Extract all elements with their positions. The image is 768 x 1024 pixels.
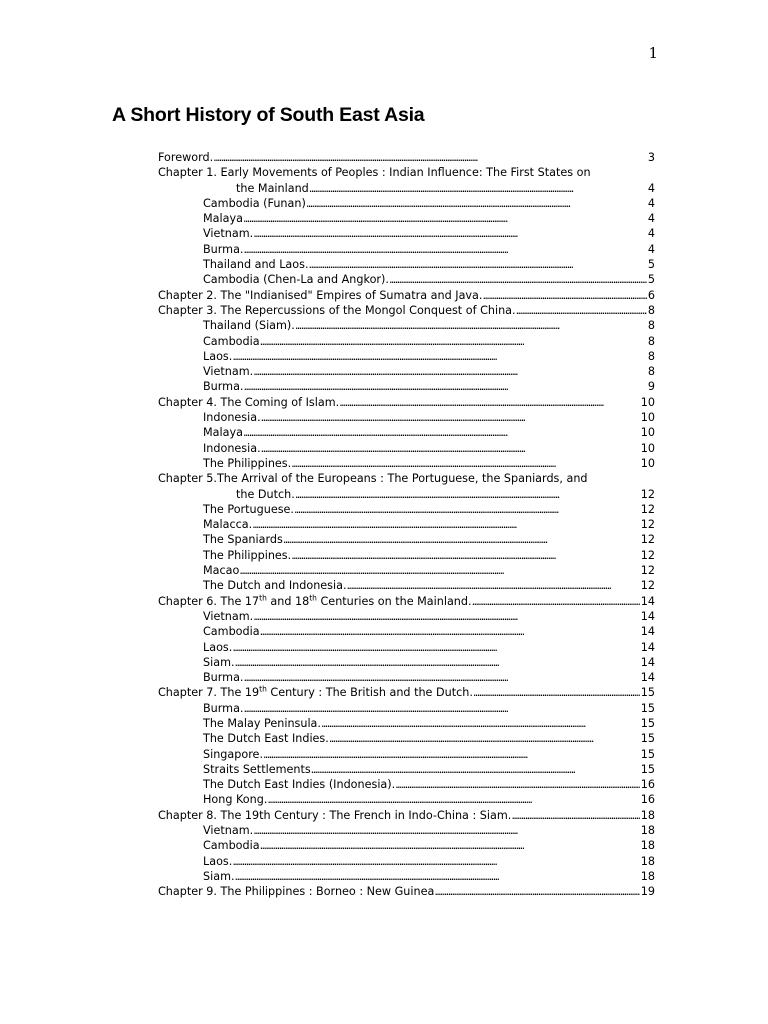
toc-section-entry[interactable]: [158, 731, 655, 746]
toc-section-entry[interactable]: [158, 425, 655, 440]
toc-entry-text: Siam.: [203, 655, 235, 669]
toc-entry-title: [203, 196, 306, 211]
toc-entry-text: Chapter 3. The Repercussions of the Mongol Conquest of China.: [158, 303, 516, 317]
toc-entry-text-continued: the Mainland: [236, 181, 309, 195]
toc-entry-title: [203, 364, 253, 379]
toc-dot-leader: [339, 395, 640, 410]
toc-superscript: th: [259, 684, 267, 694]
toc-dot-leader: [253, 609, 640, 624]
toc-entry-text-continued: the Dutch.: [236, 487, 295, 501]
toc-entry-title: [203, 731, 329, 746]
toc-dot-leader: [309, 181, 647, 196]
toc-dot-leader: [482, 288, 646, 303]
toc-entry-text: and 18: [266, 594, 310, 608]
toc-page-number: 8: [647, 365, 655, 379]
toc-dot-leader: [263, 747, 640, 762]
toc-entry-text: The Portuguese.: [203, 502, 294, 516]
toc-page-number: 12: [640, 548, 655, 562]
toc-entry-text: Burma.: [203, 701, 244, 715]
toc-entry-title: [158, 395, 339, 410]
toc-section-entry[interactable]: [158, 272, 655, 287]
toc-chapter-entry[interactable]: [158, 594, 655, 609]
toc-dot-leader: [253, 226, 647, 241]
toc-entry-text: Laos.: [203, 854, 233, 868]
toc-entry-text: Foreword.: [158, 151, 214, 164]
toc-entry-title: [203, 609, 253, 624]
toc-page-number: 5: [647, 258, 655, 272]
toc-entry-title: [203, 211, 243, 226]
document-title: A Short History of South East Asia: [112, 104, 425, 126]
toc-section-entry[interactable]: [158, 196, 655, 211]
toc-section-entry[interactable]: [158, 318, 655, 333]
toc-section-entry[interactable]: [158, 364, 655, 379]
toc-page-number: 19: [640, 885, 655, 899]
toc-dot-leader: [329, 731, 640, 746]
toc-entry-text: The Dutch and Indonesia.: [203, 579, 347, 593]
toc-entry-title: [203, 272, 389, 287]
page-number: 1: [648, 44, 658, 62]
toc-dot-leader: [261, 441, 640, 456]
toc-dot-leader: [252, 517, 640, 532]
toc-dot-leader: [309, 257, 647, 272]
toc-entry-title: [203, 670, 243, 685]
toc-entry-text: Burma.: [203, 380, 244, 394]
toc-section-entry[interactable]: [158, 655, 655, 670]
toc-page-number: 3: [647, 151, 655, 164]
toc-page-number: 12: [640, 518, 655, 532]
toc-entry-text: Burma.: [203, 671, 244, 685]
toc-entry-text: Vietnam.: [203, 365, 254, 379]
toc-page-number: 10: [640, 395, 655, 409]
toc-dot-leader: [347, 578, 640, 593]
toc-dot-leader: [306, 196, 647, 211]
toc-section-entry[interactable]: [158, 517, 655, 532]
toc-page-number: 15: [640, 701, 655, 715]
toc-dot-leader: [260, 334, 647, 349]
toc-entry-title: [203, 655, 235, 670]
toc-section-entry[interactable]: [158, 823, 655, 838]
toc-dot-leader: [243, 670, 639, 685]
toc-entry-title: [203, 624, 260, 639]
toc-page-number: 15: [640, 686, 655, 700]
toc-section-entry[interactable]: [158, 762, 655, 777]
toc-section-entry[interactable]: [158, 242, 655, 257]
toc-entry-text: Thailand and Laos.: [203, 258, 309, 272]
toc-dot-leader: [243, 242, 646, 257]
toc-entry-text: Chapter 7. The 19: [158, 686, 260, 700]
toc-section-entry[interactable]: [158, 869, 655, 884]
toc-section-entry[interactable]: [158, 410, 655, 425]
toc-entry-text: Indonesia.: [203, 441, 261, 455]
toc-dot-leader: [311, 762, 640, 777]
toc-chapter-entry[interactable]: [158, 150, 655, 165]
toc-entry-title: [203, 379, 243, 394]
toc-chapter-entry[interactable]: [158, 471, 655, 502]
toc-page-number: 9: [647, 380, 655, 394]
toc-entry-text: Burma.: [203, 242, 244, 256]
toc-entry-title: [203, 854, 232, 869]
toc-dot-leader: [253, 823, 640, 838]
toc-section-entry[interactable]: [158, 379, 655, 394]
toc-entry-text: The Philippines.: [203, 456, 292, 470]
toc-section-entry[interactable]: [158, 334, 655, 349]
toc-chapter-entry[interactable]: [158, 165, 655, 196]
toc-entry-text: Cambodia: [203, 839, 260, 853]
toc-entry-text: Laos.: [203, 349, 233, 363]
toc-entry-text: Chapter 8. The 19th Century : The French in Indo-China : Siam.: [158, 808, 512, 822]
toc-entry-text: The Dutch East Indies.: [203, 732, 329, 746]
toc-entry-title: [203, 747, 263, 762]
toc-entry-title: [203, 762, 311, 777]
toc-page-number: 15: [640, 747, 655, 761]
toc-entry-title: [203, 349, 232, 364]
toc-entry-title: [203, 640, 232, 655]
toc-section-entry[interactable]: [158, 624, 655, 639]
toc-entry-text: Cambodia (Chen-La and Angkor).: [203, 273, 389, 287]
toc-entry-text: Chapter 2. The "Indianised" Empires of Sumatra and Java.: [158, 288, 483, 302]
toc-entry-text: Vietnam.: [203, 227, 254, 241]
toc-entry-title: [203, 869, 235, 884]
toc-dot-leader: [516, 303, 647, 318]
toc-entry-text: Chapter 4. The Coming of Islam.: [158, 395, 340, 409]
toc-chapter-entry[interactable]: [158, 303, 655, 318]
toc-section-entry[interactable]: [158, 854, 655, 869]
toc-entry-text: The Spaniards: [203, 533, 283, 547]
toc-dot-leader: [243, 701, 639, 716]
toc-section-entry[interactable]: [158, 716, 655, 731]
toc-page-number: 16: [640, 778, 655, 792]
toc-dot-leader: [473, 685, 640, 700]
toc-page-number: 4: [647, 196, 655, 210]
toc-dot-leader: [235, 869, 640, 884]
toc-entry-title: [158, 166, 591, 179]
toc-section-entry[interactable]: [158, 548, 655, 563]
toc-entry-text: Laos.: [203, 640, 233, 654]
toc-entry-title: [158, 808, 511, 823]
toc-page-number: 6: [647, 288, 655, 302]
toc-section-entry[interactable]: [158, 441, 655, 456]
toc-page-number: 15: [640, 716, 655, 730]
toc-entry-text: Malaya: [203, 212, 243, 226]
toc-entry-text: The Philippines.: [203, 548, 292, 562]
toc-entry-title: [203, 441, 261, 456]
toc-entry-title: [203, 318, 295, 333]
toc-dot-leader: [260, 624, 640, 639]
toc-dot-leader: [253, 364, 647, 379]
toc-page-number: 5: [647, 273, 655, 287]
toc-entry-title: [203, 792, 267, 807]
toc-entry-text: Chapter 1. Early Movements of Peoples : Indian Influence: The First States on: [158, 166, 591, 180]
toc-entry-title: [158, 303, 516, 318]
toc-page-number: 15: [640, 762, 655, 776]
table-of-contents: [158, 150, 655, 900]
toc-entry-title: [158, 594, 472, 609]
toc-dot-leader: [283, 532, 640, 547]
toc-page-number: 18: [640, 839, 655, 853]
toc-page-number: 8: [647, 334, 655, 348]
toc-entry-text: Hong Kong.: [203, 793, 268, 807]
toc-entry-text: Thailand (Siam).: [203, 319, 295, 333]
toc-entry-text: Chapter 6. The 17: [158, 594, 260, 608]
toc-page-number: 8: [647, 319, 655, 333]
toc-entry-text: Chapter 5.The Arrival of the Europeans : The Portuguese, the Spaniards, and: [158, 472, 588, 486]
toc-page-number: 18: [640, 824, 655, 838]
toc-page-number: 8: [647, 349, 655, 363]
toc-entry-title: [203, 823, 253, 838]
toc-entry-text: Chapter 9. The Philippines : Borneo : New Guinea: [158, 885, 435, 899]
toc-page-number: 15: [640, 732, 655, 746]
toc-chapter-entry[interactable]: [158, 685, 655, 700]
toc-page-number: 4: [647, 242, 655, 256]
toc-entry-title: [203, 425, 243, 440]
toc-page-number: 18: [640, 808, 655, 822]
toc-dot-leader: [434, 884, 639, 899]
toc-dot-leader: [213, 150, 647, 165]
toc-entry-text: Cambodia: [203, 334, 260, 348]
toc-section-entry[interactable]: [158, 456, 655, 471]
toc-entry-title: [158, 288, 482, 303]
toc-dot-leader: [291, 548, 640, 563]
toc-section-entry[interactable]: [158, 257, 655, 272]
toc-dot-leader: [235, 655, 640, 670]
toc-entry-text: Cambodia (Funan): [203, 196, 306, 210]
toc-page-number: 4: [647, 227, 655, 241]
toc-section-entry[interactable]: [158, 226, 655, 241]
toc-page-number: 18: [640, 869, 655, 883]
toc-dot-leader: [389, 272, 647, 287]
toc-page-number: 16: [640, 793, 655, 807]
toc-entry-text: Vietnam.: [203, 609, 254, 623]
toc-dot-leader: [243, 379, 646, 394]
toc-entry-title: [203, 226, 253, 241]
toc-dot-leader: [295, 318, 647, 333]
toc-dot-leader: [232, 349, 647, 364]
toc-page-number: 10: [640, 456, 655, 470]
toc-superscript: th: [259, 592, 267, 602]
toc-page-number: 14: [640, 625, 655, 639]
toc-section-entry[interactable]: [158, 838, 655, 853]
toc-dot-leader: [294, 502, 640, 517]
toc-entry-title: [203, 517, 252, 532]
toc-section-entry[interactable]: [158, 670, 655, 685]
toc-entry-text: Centuries on the Mainland.: [316, 594, 472, 608]
toc-entry-text: Straits Settlements: [203, 762, 311, 776]
toc-entry-title: [158, 884, 434, 899]
toc-entry-text: Macao: [203, 564, 240, 578]
toc-dot-leader: [261, 410, 640, 425]
toc-dot-leader: [232, 640, 639, 655]
toc-page-number: 12: [640, 564, 655, 578]
toc-entry-title: [203, 242, 243, 257]
toc-entry-text: The Dutch East Indies (Indonesia).: [203, 778, 396, 792]
toc-entry-title: [203, 502, 294, 517]
toc-page-number: 14: [640, 609, 655, 623]
toc-section-entry[interactable]: [158, 502, 655, 517]
toc-section-entry[interactable]: [158, 578, 655, 593]
toc-section-entry[interactable]: [158, 640, 655, 655]
toc-page-number: 10: [640, 411, 655, 425]
toc-entry-text: Malacca.: [203, 518, 253, 532]
toc-entry-title: [203, 563, 239, 578]
toc-entry-title: [158, 150, 213, 165]
toc-dot-leader: [267, 792, 639, 807]
toc-entry-title: [158, 472, 588, 485]
toc-page-number: 12: [640, 487, 655, 501]
toc-dot-leader: [243, 211, 647, 226]
toc-section-entry[interactable]: [158, 563, 655, 578]
toc-page-number: 14: [640, 594, 655, 608]
toc-entry-text: Century : The British and the Dutch.: [266, 686, 473, 700]
toc-page-number: 10: [640, 426, 655, 440]
toc-entry-title: [203, 838, 260, 853]
toc-section-entry[interactable]: [158, 792, 655, 807]
toc-chapter-entry[interactable]: [158, 395, 655, 410]
toc-section-entry[interactable]: [158, 777, 655, 792]
toc-entry-title: [203, 456, 291, 471]
toc-page-number: 4: [647, 212, 655, 226]
toc-entry-title: [158, 685, 473, 700]
toc-page-number: 14: [640, 671, 655, 685]
toc-dot-leader: [243, 425, 640, 440]
toc-page-number: 18: [640, 854, 655, 868]
toc-page-number: 12: [640, 502, 655, 516]
toc-entry-text: Malaya: [203, 426, 243, 440]
toc-entry-text: Singapore.: [203, 747, 263, 761]
toc-entry-title: [203, 548, 291, 563]
toc-dot-leader: [260, 838, 640, 853]
toc-section-entry[interactable]: [158, 701, 655, 716]
toc-section-entry[interactable]: [158, 349, 655, 364]
toc-entry-title: [203, 578, 347, 593]
toc-entry-title: [203, 701, 243, 716]
toc-section-entry[interactable]: [158, 211, 655, 226]
toc-page-number: 12: [640, 533, 655, 547]
toc-dot-leader: [232, 854, 639, 869]
toc-dot-leader: [239, 563, 639, 578]
toc-entry-text: The Malay Peninsula.: [203, 716, 321, 730]
toc-entry-text: Indonesia.: [203, 411, 261, 425]
toc-page-number: 4: [647, 181, 655, 195]
toc-dot-leader: [321, 716, 640, 731]
toc-section-entry[interactable]: [158, 532, 655, 547]
toc-chapter-entry[interactable]: [158, 884, 655, 899]
toc-chapter-entry[interactable]: [158, 288, 655, 303]
toc-entry-title: [203, 334, 260, 349]
toc-entry-title: [203, 777, 395, 792]
toc-entry-text: Cambodia: [203, 625, 260, 639]
toc-superscript: th: [309, 592, 317, 602]
toc-dot-leader: [295, 487, 640, 502]
toc-entry-title: [203, 716, 321, 731]
toc-dot-leader: [472, 594, 640, 609]
toc-entry-title: [203, 257, 309, 272]
toc-entry-text: Siam.: [203, 869, 235, 883]
toc-section-entry[interactable]: [158, 747, 655, 762]
toc-dot-leader: [291, 456, 640, 471]
toc-dot-leader: [395, 777, 640, 792]
toc-section-entry[interactable]: [158, 609, 655, 624]
toc-page-number: 12: [640, 579, 655, 593]
toc-page-number: 8: [647, 303, 655, 317]
toc-entry-text: Vietnam.: [203, 824, 254, 838]
toc-entry-title: [203, 410, 261, 425]
toc-entry-title: [203, 532, 283, 547]
toc-page-number: 14: [640, 655, 655, 669]
toc-chapter-entry[interactable]: [158, 808, 655, 823]
toc-dot-leader: [511, 808, 639, 823]
toc-page-number: 10: [640, 441, 655, 455]
toc-page-number: 14: [640, 640, 655, 654]
